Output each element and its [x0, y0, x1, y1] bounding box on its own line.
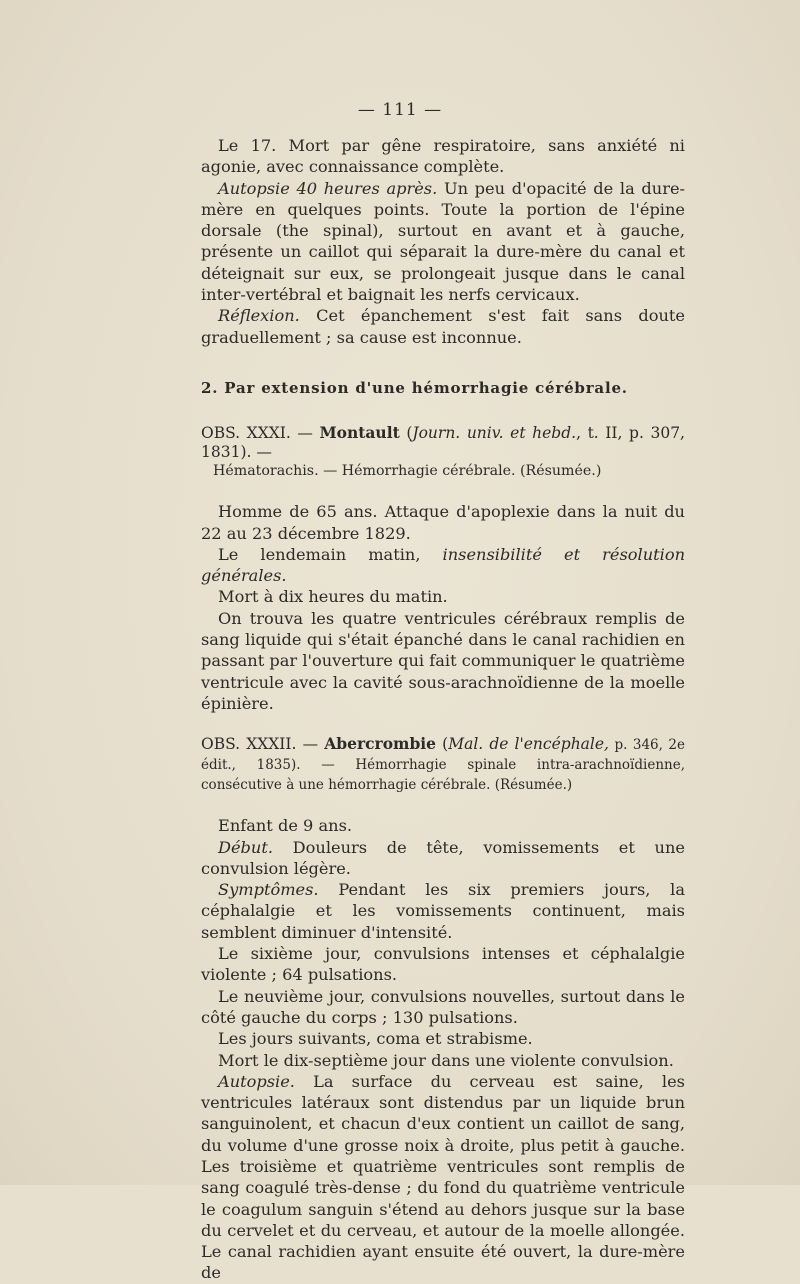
paragraph: Mort le dix-septième jour dans une violente convulsion.	[218, 1050, 674, 1070]
obs-heading-32: OBS. XXXII. — Abercrombie (Mal. de l'encéphale, p. 346, 2e édit., 1835). — Hémorrhagie spinale intra-arachnoïdienne, consécutive à une hémorrhagie cérébrale. (Résumée.)	[201, 734, 685, 794]
paragraph: Symptômes. Pendant les six premiers jours, la céphalalgie et les vomissements continuent, mais semblent diminuer d'intensité.	[201, 880, 685, 942]
paragraph: Début. Douleurs de tête, vomissements et une convulsion légère.	[201, 837, 685, 878]
paragraph: Les jours suivants, coma et strabisme.	[218, 1029, 533, 1049]
page-number: — 111 —	[357, 100, 443, 120]
paragraph: Homme de 65 ans. Attaque d'apoplexie dans la nuit du 22 au 23 décembre 1829.	[201, 502, 685, 543]
body-text	[201, 135, 685, 1284]
autopsie-label: Autopsie 40 heures après.	[218, 178, 438, 198]
paragraph: Autopsie. La surface du cerveau est saine, les ventricules latéraux sont distendus par un liquide brun sanguinolent, et chacun d'eux contient un caillot de sang, du volume d'une grosse noix à droite, plus petit à gauche. Les troisième et quatrième ventricules sont remplis de sang coagulé très-dense ; du fond du quatrième ventricule le coagulum sanguin s'étend au dehors jusque sur la base du cervelet et du cerveau, et autour de la moelle allongée. Le canal rachidien ayant ensuite été ouvert, la dure-mère de	[201, 1071, 685, 1283]
paragraph: Mort à dix heures du matin.	[218, 587, 448, 607]
author-name: Montault	[319, 423, 400, 443]
paragraph: Le neuvième jour, convulsions nouvelles, surtout dans le côté gauche du corps ; 130 pulsations.	[201, 986, 685, 1027]
reflexion-label: Réflexion.	[218, 306, 300, 326]
paragraph: Le lendemain matin, insensibilité et résolution générales.	[201, 544, 685, 586]
paragraph: Réflexion. Cet épanchement s'est fait sans doute graduellement ; sa cause est inconnue.	[201, 306, 685, 347]
obs-heading-31: OBS. XXXI. — Montault (Journ. univ. et hebd., t. II, p. 307, 1831). — Hématorachis. — Hémorrhagie cérébrale. (Résumée.)	[201, 423, 685, 480]
section-title: 2. Par extension d'une hémorrhagie cérébrale.	[201, 378, 628, 397]
paragraph: Le 17. Mort par gêne respiratoire, sans anxiété ni agonie, avec connaissance complète.	[201, 136, 685, 177]
paragraph: Enfant de 9 ans.	[218, 816, 353, 836]
paragraph: Le sixième jour, convulsions intenses et céphalalgie violente ; 64 pulsations.	[201, 944, 685, 985]
paragraph: On trouva les quatre ventricules cérébraux remplis de sang liquide qui s'était épanché dans le canal rachidien en passant par l'ouverture qui fait communiquer le quatrième ventricule avec la cavité sous-arachnoïdienne de la moelle épinière.	[201, 608, 685, 713]
author-name: Abercrombie	[324, 734, 437, 754]
paragraph: Autopsie 40 heures après. Un peu d'opacité de la dure-mère en quelques points. Toute la portion de l'épine dorsale (the spinal), surtout en avant et à gauche, présente un caillot qui séparait la dure-mère du canal et déteignait sur eux, se prolongeait jusque dans le canal inter-vertébral et baignait les nerfs cervicaux.	[201, 178, 685, 305]
